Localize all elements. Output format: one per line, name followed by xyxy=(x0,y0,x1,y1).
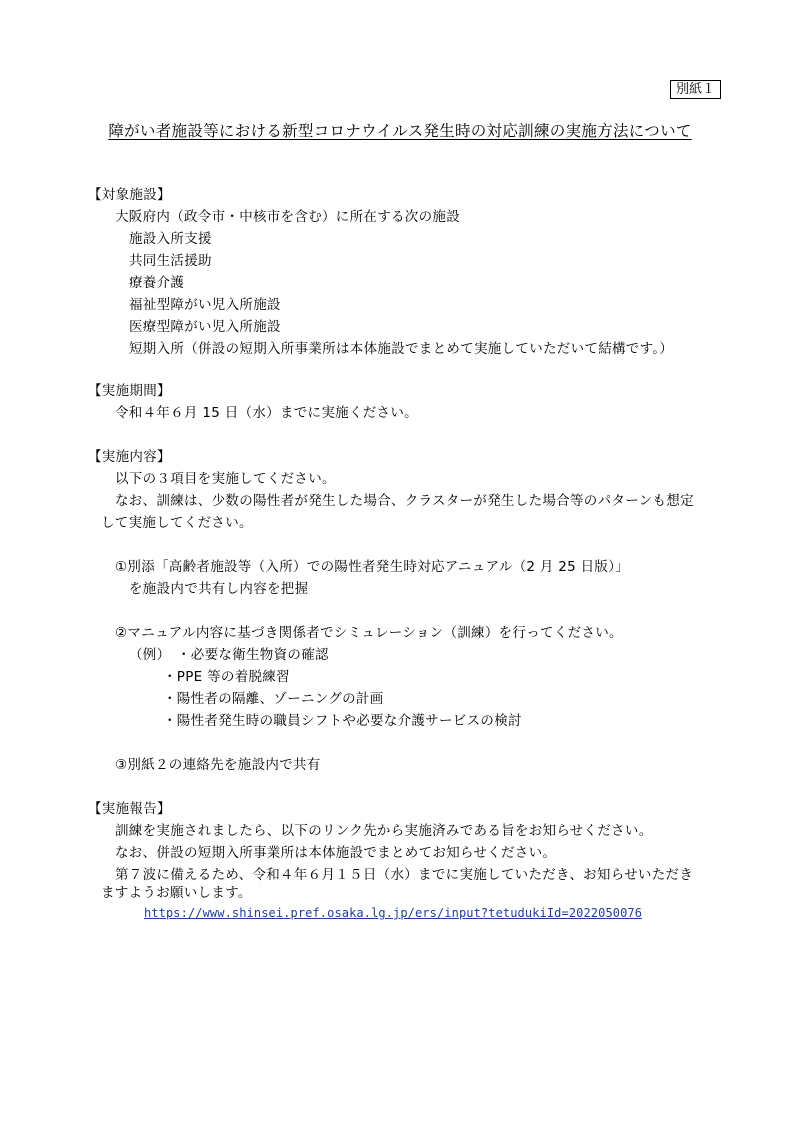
example-item: ・陽性者発生時の職員シフトや必要な介護サービスの検討 xyxy=(163,713,522,729)
target-item: 療養介護 xyxy=(129,275,185,291)
report-line: 訓練を実施されましたら、以下のリンク先から実施済みである旨をお知らせください。 xyxy=(115,823,653,839)
period-text: 令和４年６月 15 日（水）までに実施ください。 xyxy=(115,405,418,421)
content-item-2: ②マニュアル内容に基づき関係者でシミュレーション（訓練）を行ってください。 xyxy=(115,625,623,641)
report-line: なお、併設の短期入所事業所は本体施設でまとめてお知らせください。 xyxy=(115,845,557,861)
target-item: 施設入所支援 xyxy=(129,231,212,247)
example-prefix: （例） xyxy=(129,647,171,663)
target-item: 短期入所（併設の短期入所事業所は本体施設でまとめて実施していただいて結構です。） xyxy=(129,341,674,357)
period-heading: 【実施期間】 xyxy=(88,383,171,399)
example-item: ・陽性者の隔離、ゾーニングの計画 xyxy=(163,691,384,707)
report-form-link[interactable]: https://www.shinsei.pref.osaka.lg.jp/ers/input?tetudukiId=2022050076 xyxy=(144,906,643,920)
target-item: 共同生活援助 xyxy=(129,253,212,269)
content-item-1: ①別添「高齢者施設等（入所）での陽性者発生時対応アニュアル（2 月 25 日版）」 xyxy=(115,559,630,575)
target-heading: 【対象施設】 xyxy=(88,187,171,203)
report-heading: 【実施報告】 xyxy=(88,801,171,817)
report-line: 第７波に備えるため、令和４年６月１５日（水）までに実施していただき、お知らせいただき xyxy=(115,867,694,883)
attachment-label: 別紙１ xyxy=(670,80,721,99)
content-line: して実施してください。 xyxy=(101,515,253,531)
report-line: ますようお願いします。 xyxy=(101,885,252,901)
content-line: なお、訓練は、少数の陽性者が発生した場合、クラスターが発生した場合等のパターンも想定 xyxy=(115,493,694,509)
target-item: 医療型障がい児入所施設 xyxy=(129,319,281,335)
page-title-text: 障がい者施設等における新型コロナウイルス発生時の対応訓練の実施方法について xyxy=(108,122,692,140)
content-heading: 【実施内容】 xyxy=(88,449,171,465)
example-item: ・必要な衛生物資の確認 xyxy=(177,647,329,663)
target-intro: 大阪府内（政令市・中核市を含む）に所在する次の施設 xyxy=(115,209,460,225)
content-item-1-cont: を施設内で共有し内容を把握 xyxy=(129,581,309,597)
target-item: 福祉型障がい児入所施設 xyxy=(129,297,281,313)
content-item-3: ③別紙２の連絡先を施設内で共有 xyxy=(115,757,321,773)
content-line: 以下の３項目を実施してください。 xyxy=(115,471,336,487)
page-title xyxy=(0,121,800,141)
example-item: ・PPE 等の着脱練習 xyxy=(163,669,290,685)
